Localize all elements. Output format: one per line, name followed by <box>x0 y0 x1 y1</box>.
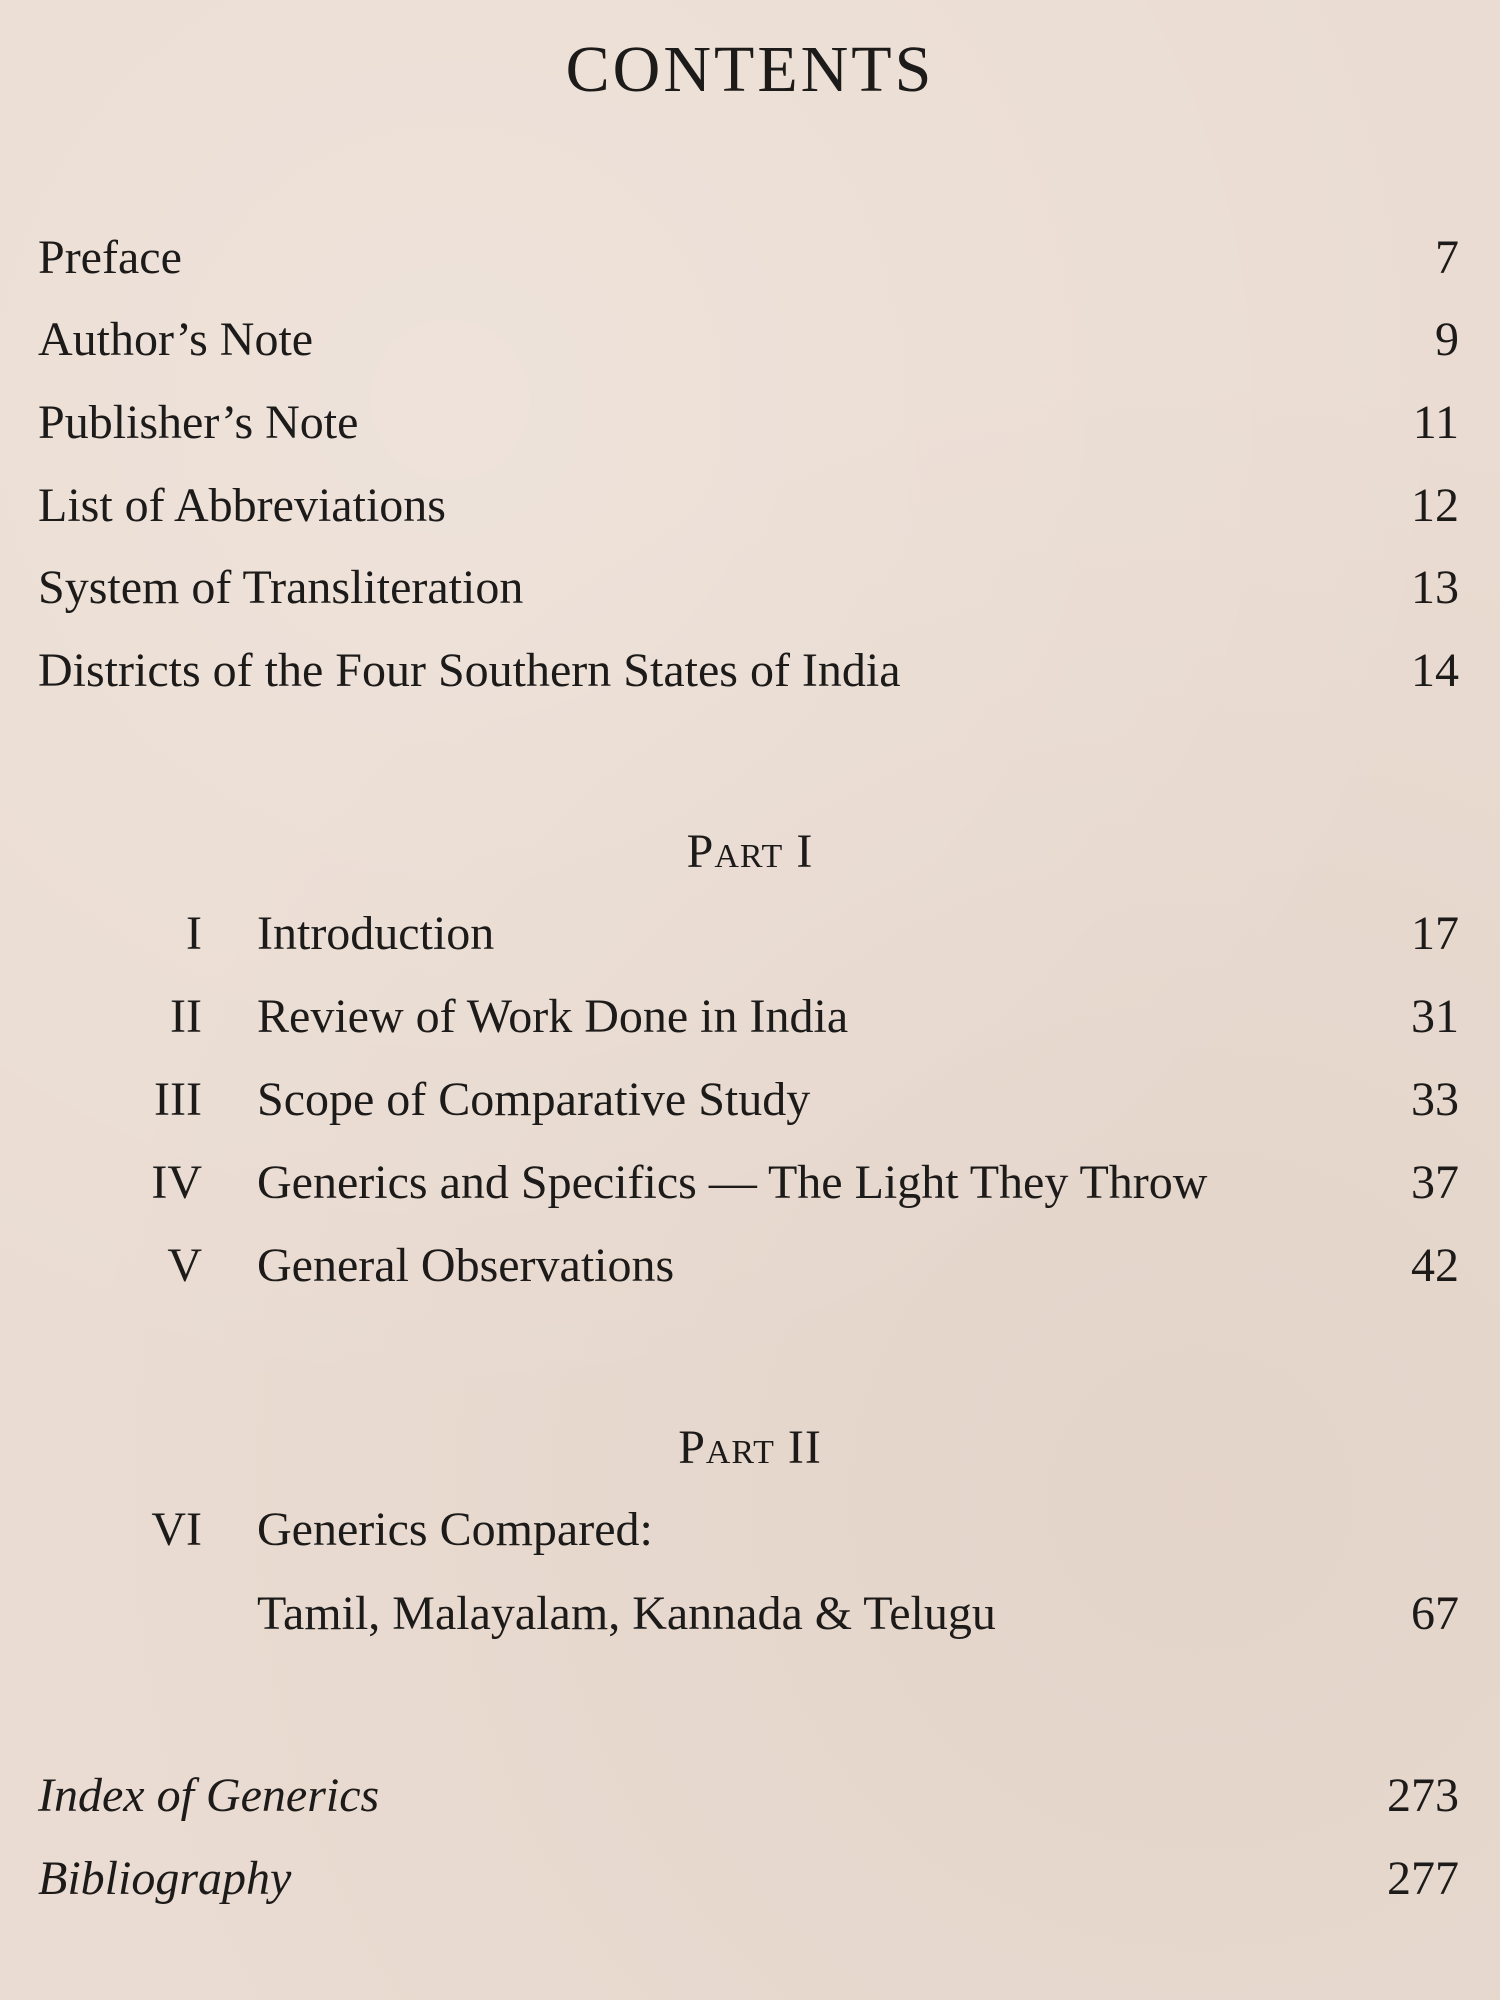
toc-entry-label: Index of Generics <box>38 1769 380 1822</box>
toc-chapter-6[interactable] <box>0 1498 1500 1562</box>
chapter-page: 67 <box>1411 1587 1459 1640</box>
toc-entry-page: 11 <box>1412 396 1459 449</box>
toc-entry-page: 273 <box>1387 1769 1459 1822</box>
chapter-page: 33 <box>1411 1073 1459 1126</box>
chapter-title: Scope of Comparative Study <box>257 1073 811 1126</box>
chapter-title-line-1: Generics Compared: <box>257 1503 653 1556</box>
toc-entry-index-of-generics[interactable] <box>0 1764 1500 1828</box>
chapter-page: 37 <box>1411 1156 1459 1209</box>
toc-entry-label: List of Abbreviations <box>38 479 446 532</box>
toc-chapter-6-continued[interactable] <box>0 1582 1500 1646</box>
toc-entry-label: System of Transliteration <box>38 561 524 614</box>
part-one-heading: Part I <box>686 825 814 878</box>
toc-entry-page: 7 <box>1435 231 1459 284</box>
toc-entry-page: 9 <box>1435 313 1459 366</box>
chapter-number: II <box>170 990 202 1043</box>
chapter-page: 17 <box>1411 907 1459 960</box>
toc-entry-system-of-transliteration[interactable] <box>0 556 1500 620</box>
toc-entry-list-of-abbreviations[interactable] <box>0 474 1500 538</box>
page-title: CONTENTS <box>565 33 935 106</box>
toc-entry-label: Publisher’s Note <box>38 396 359 449</box>
chapter-number: V <box>167 1239 202 1292</box>
toc-entry-page: 12 <box>1411 479 1459 532</box>
toc-entry-authors-note[interactable] <box>0 308 1500 372</box>
chapter-page: 42 <box>1411 1239 1459 1292</box>
toc-entry-districts[interactable] <box>0 639 1500 703</box>
chapter-number: VI <box>151 1503 202 1556</box>
toc-entry-page: 13 <box>1411 561 1459 614</box>
toc-chapter-3[interactable] <box>0 1068 1500 1132</box>
chapter-title: Generics and Specifics — The Light They Throw <box>257 1156 1208 1209</box>
toc-entry-label: Author’s Note <box>38 313 314 366</box>
toc-entry-label: Districts of the Four Southern States of India <box>38 644 901 697</box>
toc-entry-page: 14 <box>1411 644 1459 697</box>
chapter-number: IV <box>151 1156 202 1209</box>
toc-chapter-2[interactable] <box>0 985 1500 1049</box>
chapter-number: III <box>154 1073 202 1126</box>
toc-chapter-5[interactable] <box>0 1234 1500 1298</box>
toc-entry-page: 277 <box>1387 1852 1459 1905</box>
chapter-title: Review of Work Done in India <box>257 990 849 1043</box>
toc-entry-label: Preface <box>38 231 182 284</box>
chapter-title: Introduction <box>257 907 495 960</box>
toc-entry-bibliography[interactable] <box>0 1847 1500 1911</box>
chapter-number: I <box>186 907 202 960</box>
toc-chapter-4[interactable] <box>0 1151 1500 1215</box>
part-two-heading: Part II <box>678 1421 822 1474</box>
chapter-page: 31 <box>1411 990 1459 1043</box>
toc-entry-label: Bibliography <box>38 1852 292 1905</box>
chapter-title: General Observations <box>257 1239 675 1292</box>
chapter-title-line-2: Tamil, Malayalam, Kannada & Telugu <box>257 1587 996 1640</box>
toc-entry-preface[interactable] <box>0 226 1500 290</box>
toc-chapter-1[interactable] <box>0 902 1500 966</box>
toc-entry-publishers-note[interactable] <box>0 391 1500 455</box>
